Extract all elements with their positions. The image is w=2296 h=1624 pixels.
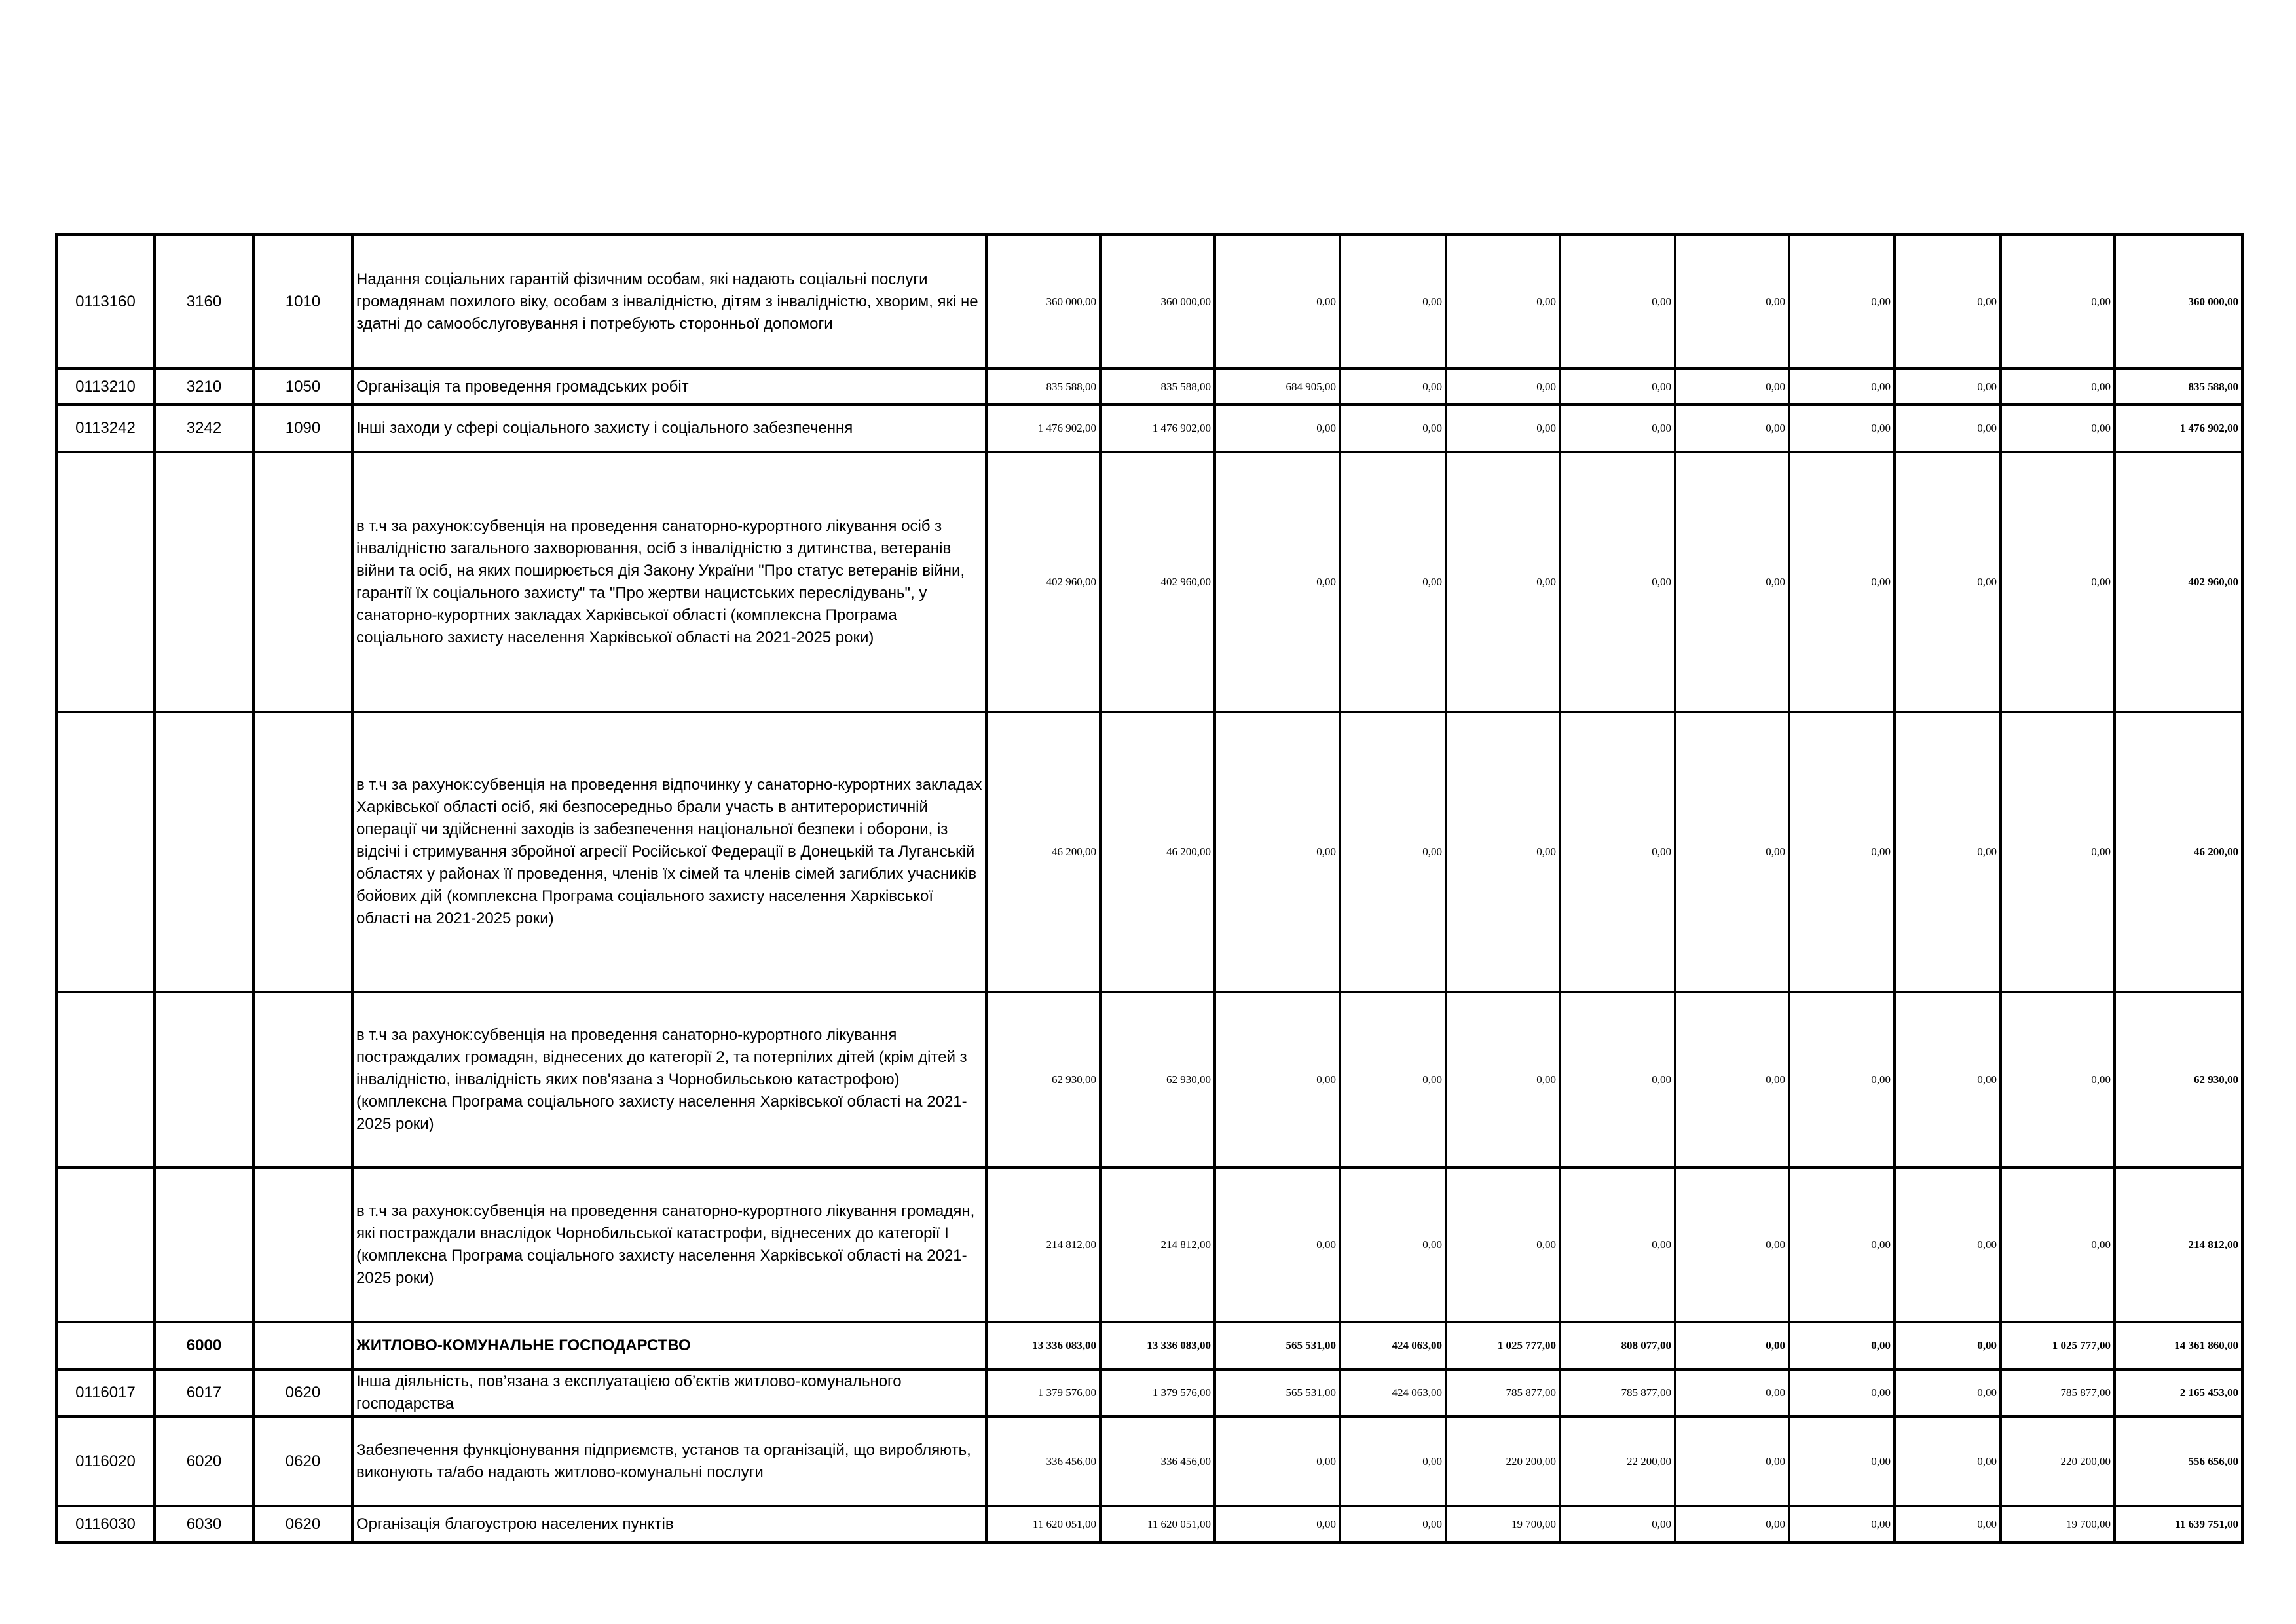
- amount-cell: 13 336 083,00: [986, 1322, 1100, 1369]
- kfkvk-code-cell: 0620: [253, 1506, 352, 1543]
- amount-cell: 0,00: [1560, 405, 1675, 452]
- kfk-code-cell: 6030: [155, 1506, 253, 1543]
- kfkvk-code-cell: 1010: [253, 234, 352, 369]
- amount-cell: 0,00: [1340, 234, 1446, 369]
- amount-cell: 0,00: [2001, 712, 2115, 992]
- table-row: [56, 1416, 2242, 1506]
- table-row: [56, 405, 2242, 452]
- amount-cell: 0,00: [1215, 234, 1340, 369]
- table-row: [56, 1506, 2242, 1543]
- table-row: [56, 712, 2242, 992]
- amount-cell: 0,00: [1895, 452, 2001, 712]
- program-name-cell: Організація благоустрою населених пунктів: [352, 1506, 986, 1543]
- amount-cell: 0,00: [1895, 369, 2001, 405]
- kfkvk-code-cell: [253, 452, 352, 712]
- program-name-cell: Інша діяльність, пов’язана з експлуатацією об’єктів житлово-комунального господарства: [352, 1369, 986, 1416]
- amount-cell: 0,00: [1446, 405, 1560, 452]
- table-row: [56, 1369, 2242, 1416]
- amount-cell: 0,00: [1895, 1322, 2001, 1369]
- amount-cell: 0,00: [1789, 369, 1895, 405]
- amount-cell: 0,00: [1789, 992, 1895, 1168]
- program-name-cell: в т.ч за рахунок:субвенція на проведення санаторно-курортного лікування громадян, які постраждали внаслідок Чорнобильської катастрофи, віднесених до категорії І (комплексна Програма соціального захисту населення Харківської області на 2021-2025 роки): [352, 1168, 986, 1322]
- amount-cell: 13 336 083,00: [1100, 1322, 1215, 1369]
- kfk-code-cell: 6000: [155, 1322, 253, 1369]
- amount-cell: 0,00: [1675, 369, 1789, 405]
- table-row: [56, 1322, 2242, 1369]
- amount-cell: 0,00: [1560, 992, 1675, 1168]
- kfk-code-cell: [155, 992, 253, 1168]
- program-code-cell: 0113210: [56, 369, 155, 405]
- amount-cell: 808 077,00: [1560, 1322, 1675, 1369]
- amount-cell: 565 531,00: [1215, 1369, 1340, 1416]
- amount-cell: 0,00: [1446, 369, 1560, 405]
- amount-cell: 0,00: [1215, 992, 1340, 1168]
- amount-cell: 0,00: [1675, 452, 1789, 712]
- amount-cell: 0,00: [2001, 992, 2115, 1168]
- amount-cell: 0,00: [1446, 452, 1560, 712]
- program-name-cell: Забезпечення функціонування підприємств, установ та організацій, що виробляють, виконують та/або надають житлово-комунальні послуги: [352, 1416, 986, 1506]
- amount-cell: 1 379 576,00: [986, 1369, 1100, 1416]
- amount-cell: 0,00: [1560, 712, 1675, 992]
- amount-cell: 0,00: [1675, 405, 1789, 452]
- kfk-code-cell: 6020: [155, 1416, 253, 1506]
- amount-cell: 0,00: [1895, 1416, 2001, 1506]
- total-amount-cell: 2 165 453,00: [2115, 1369, 2242, 1416]
- program-name-cell: Надання соціальних гарантій фізичним особам, які надають соціальні послуги громадянам похилого віку, особам з інвалідністю, дітям з інвалідністю, хворим, які не здатні до самообслуговування і потребують сторонньої допомоги: [352, 234, 986, 369]
- kfkvk-code-cell: 0620: [253, 1416, 352, 1506]
- kfkvk-code-cell: 1050: [253, 369, 352, 405]
- program-code-cell: [56, 1168, 155, 1322]
- kfk-code-cell: [155, 1168, 253, 1322]
- amount-cell: 0,00: [2001, 405, 2115, 452]
- amount-cell: 0,00: [1675, 1416, 1789, 1506]
- program-code-cell: [56, 712, 155, 992]
- amount-cell: 0,00: [2001, 1168, 2115, 1322]
- amount-cell: 336 456,00: [986, 1416, 1100, 1506]
- amount-cell: 220 200,00: [1446, 1416, 1560, 1506]
- total-amount-cell: 360 000,00: [2115, 234, 2242, 369]
- total-amount-cell: 402 960,00: [2115, 452, 2242, 712]
- amount-cell: 0,00: [1895, 1168, 2001, 1322]
- kfk-code-cell: [155, 712, 253, 992]
- amount-cell: 402 960,00: [986, 452, 1100, 712]
- table-row: [56, 369, 2242, 405]
- amount-cell: 0,00: [1446, 992, 1560, 1168]
- amount-cell: 0,00: [1895, 712, 2001, 992]
- budget-table-body: [56, 234, 2242, 1543]
- program-name-cell: в т.ч за рахунок:субвенція на проведення відпочинку у санаторно-курортних закладах Харківської області осіб, які безпосередньо брали участь в антитерористичній операції чи здійсненні заходів із забезпечення національної безпеки і оборони, із відсічі і стримування збройної агресії Російської Федерації в Донецькій та Луганській областях у районах її проведення, членів їх сімей та членів сімей загиблих учасників бойових дій (комплексна Програма соціального захисту населення Харківської області на 2021-2025 роки): [352, 712, 986, 992]
- amount-cell: 46 200,00: [1100, 712, 1215, 992]
- amount-cell: 1 476 902,00: [1100, 405, 1215, 452]
- amount-cell: 0,00: [1895, 1369, 2001, 1416]
- kfkvk-code-cell: 1090: [253, 405, 352, 452]
- amount-cell: 835 588,00: [1100, 369, 1215, 405]
- amount-cell: 22 200,00: [1560, 1416, 1675, 1506]
- amount-cell: 0,00: [1789, 1369, 1895, 1416]
- amount-cell: 11 620 051,00: [986, 1506, 1100, 1543]
- amount-cell: 0,00: [1215, 1506, 1340, 1543]
- amount-cell: 785 877,00: [2001, 1369, 2115, 1416]
- table-row: [56, 992, 2242, 1168]
- amount-cell: 0,00: [1340, 452, 1446, 712]
- program-code-cell: 0116017: [56, 1369, 155, 1416]
- amount-cell: 0,00: [1446, 234, 1560, 369]
- program-name-cell: в т.ч за рахунок:субвенція на проведення санаторно-курортного лікування осіб з інвалідністю загального захворювання, осіб з інвалідністю з дитинства, ветеранів війни та осіб, на яких поширюється дія Закону України "Про статус ветеранів війни, гарантії їх соціального захисту" та "Про жертви нацистських переслідувань", у санаторно-курортних закладах Харківської області (комплексна Програма соціального захисту населення Харківської області на 2021-2025 роки): [352, 452, 986, 712]
- amount-cell: 0,00: [1895, 405, 2001, 452]
- total-amount-cell: 11 639 751,00: [2115, 1506, 2242, 1543]
- amount-cell: 214 812,00: [1100, 1168, 1215, 1322]
- amount-cell: 0,00: [2001, 452, 2115, 712]
- kfk-code-cell: 6017: [155, 1369, 253, 1416]
- program-name-cell: в т.ч за рахунок:субвенція на проведення санаторно-курортного лікування постраждалих громадян, віднесених до категорії 2, та потерпілих дітей (крім дітей з інвалідністю, інвалідність яких пов'язана з Чорнобильською катастрофою) (комплексна Програма соціального захисту населення Харківської області на 2021-2025 роки): [352, 992, 986, 1168]
- amount-cell: 0,00: [1340, 1416, 1446, 1506]
- amount-cell: 0,00: [1340, 1506, 1446, 1543]
- amount-cell: 0,00: [1560, 452, 1675, 712]
- total-amount-cell: 14 361 860,00: [2115, 1322, 2242, 1369]
- amount-cell: 1 025 777,00: [1446, 1322, 1560, 1369]
- amount-cell: 0,00: [1789, 452, 1895, 712]
- kfkvk-code-cell: 0620: [253, 1369, 352, 1416]
- amount-cell: 360 000,00: [1100, 234, 1215, 369]
- amount-cell: 336 456,00: [1100, 1416, 1215, 1506]
- amount-cell: 0,00: [1560, 369, 1675, 405]
- amount-cell: 0,00: [2001, 234, 2115, 369]
- kfkvk-code-cell: [253, 992, 352, 1168]
- amount-cell: 214 812,00: [986, 1168, 1100, 1322]
- total-amount-cell: 556 656,00: [2115, 1416, 2242, 1506]
- amount-cell: 0,00: [1789, 405, 1895, 452]
- program-code-cell: 0116020: [56, 1416, 155, 1506]
- program-code-cell: [56, 452, 155, 712]
- kfk-code-cell: [155, 452, 253, 712]
- total-amount-cell: 835 588,00: [2115, 369, 2242, 405]
- amount-cell: 0,00: [2001, 369, 2115, 405]
- amount-cell: 0,00: [1340, 992, 1446, 1168]
- amount-cell: 0,00: [1215, 712, 1340, 992]
- total-amount-cell: 46 200,00: [2115, 712, 2242, 992]
- amount-cell: 0,00: [1789, 234, 1895, 369]
- amount-cell: 0,00: [1560, 1506, 1675, 1543]
- amount-cell: 0,00: [1215, 1168, 1340, 1322]
- amount-cell: 19 700,00: [1446, 1506, 1560, 1543]
- kfk-code-cell: 3160: [155, 234, 253, 369]
- amount-cell: 0,00: [1340, 1168, 1446, 1322]
- table-row: [56, 1168, 2242, 1322]
- amount-cell: 0,00: [1675, 1369, 1789, 1416]
- total-amount-cell: 62 930,00: [2115, 992, 2242, 1168]
- amount-cell: 0,00: [1675, 1322, 1789, 1369]
- amount-cell: 0,00: [1789, 1168, 1895, 1322]
- amount-cell: 0,00: [1675, 712, 1789, 992]
- program-code-cell: 0113242: [56, 405, 155, 452]
- amount-cell: 0,00: [1675, 1168, 1789, 1322]
- amount-cell: 785 877,00: [1446, 1369, 1560, 1416]
- kfk-code-cell: 3210: [155, 369, 253, 405]
- table-row: [56, 452, 2242, 712]
- amount-cell: 0,00: [1895, 234, 2001, 369]
- amount-cell: 11 620 051,00: [1100, 1506, 1215, 1543]
- amount-cell: 684 905,00: [1215, 369, 1340, 405]
- amount-cell: 424 063,00: [1340, 1369, 1446, 1416]
- amount-cell: 62 930,00: [1100, 992, 1215, 1168]
- amount-cell: 0,00: [1789, 1322, 1895, 1369]
- amount-cell: 0,00: [1895, 992, 2001, 1168]
- amount-cell: 785 877,00: [1560, 1369, 1675, 1416]
- amount-cell: 0,00: [1789, 1416, 1895, 1506]
- amount-cell: 0,00: [1215, 1416, 1340, 1506]
- amount-cell: 0,00: [1446, 1168, 1560, 1322]
- amount-cell: 1 379 576,00: [1100, 1369, 1215, 1416]
- amount-cell: 0,00: [1789, 1506, 1895, 1543]
- amount-cell: 0,00: [1789, 712, 1895, 992]
- amount-cell: 0,00: [1340, 369, 1446, 405]
- amount-cell: 0,00: [1215, 405, 1340, 452]
- total-amount-cell: 214 812,00: [2115, 1168, 2242, 1322]
- amount-cell: 0,00: [1895, 1506, 2001, 1543]
- amount-cell: 0,00: [1560, 1168, 1675, 1322]
- amount-cell: 0,00: [1560, 234, 1675, 369]
- amount-cell: 62 930,00: [986, 992, 1100, 1168]
- kfkvk-code-cell: [253, 1322, 352, 1369]
- amount-cell: 1 476 902,00: [986, 405, 1100, 452]
- budget-table: [55, 233, 2244, 1544]
- program-code-cell: [56, 992, 155, 1168]
- amount-cell: 0,00: [1340, 712, 1446, 992]
- amount-cell: 360 000,00: [986, 234, 1100, 369]
- amount-cell: 0,00: [1675, 234, 1789, 369]
- amount-cell: 0,00: [1675, 1506, 1789, 1543]
- amount-cell: 46 200,00: [986, 712, 1100, 992]
- table-row: [56, 234, 2242, 369]
- amount-cell: 0,00: [1215, 452, 1340, 712]
- amount-cell: 835 588,00: [986, 369, 1100, 405]
- program-code-cell: [56, 1322, 155, 1369]
- program-name-cell: Інші заходи у сфері соціального захисту і соціального забезпечення: [352, 405, 986, 452]
- amount-cell: 0,00: [1675, 992, 1789, 1168]
- amount-cell: 402 960,00: [1100, 452, 1215, 712]
- amount-cell: 1 025 777,00: [2001, 1322, 2115, 1369]
- program-name-cell: Організація та проведення громадських робіт: [352, 369, 986, 405]
- kfkvk-code-cell: [253, 712, 352, 992]
- kfk-code-cell: 3242: [155, 405, 253, 452]
- program-code-cell: 0113160: [56, 234, 155, 369]
- amount-cell: 565 531,00: [1215, 1322, 1340, 1369]
- amount-cell: 424 063,00: [1340, 1322, 1446, 1369]
- amount-cell: 0,00: [1340, 405, 1446, 452]
- program-name-cell: ЖИТЛОВО-КОМУНАЛЬНЕ ГОСПОДАРСТВО: [352, 1322, 986, 1369]
- kfkvk-code-cell: [253, 1168, 352, 1322]
- amount-cell: 0,00: [1446, 712, 1560, 992]
- program-code-cell: 0116030: [56, 1506, 155, 1543]
- total-amount-cell: 1 476 902,00: [2115, 405, 2242, 452]
- amount-cell: 19 700,00: [2001, 1506, 2115, 1543]
- amount-cell: 220 200,00: [2001, 1416, 2115, 1506]
